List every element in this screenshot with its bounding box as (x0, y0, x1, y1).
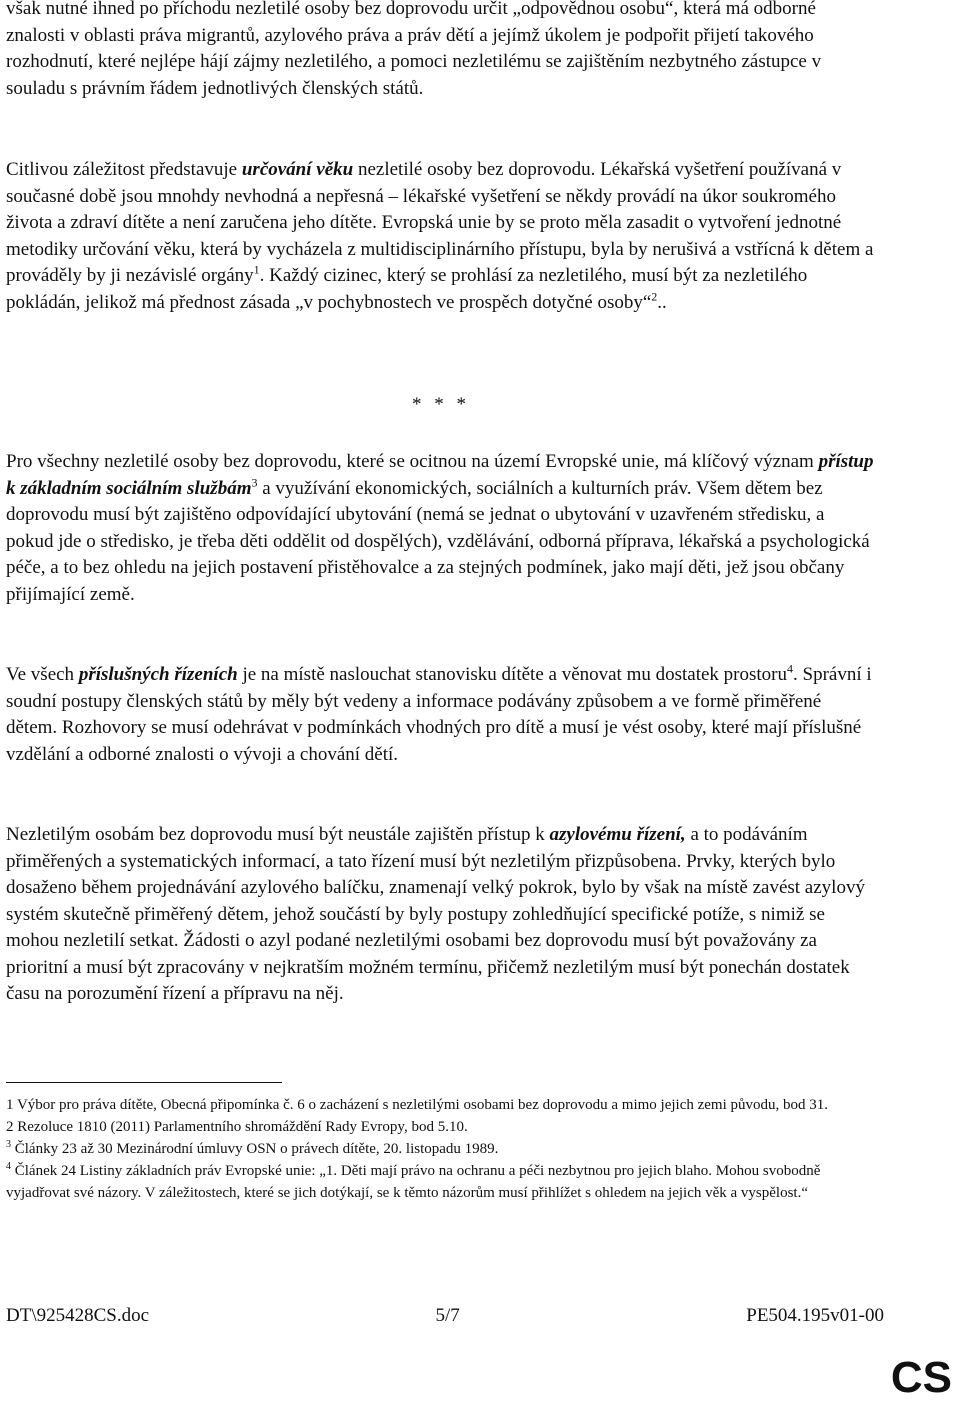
footnote-ref-1: 1 (253, 262, 260, 277)
footnote-text: Výbor pro práva dítěte, Obecná připomínka č. 6 o zacházení s nezletilými osobami bez doprovodu a mimo jejich zemi původu, bod 31. (13, 1097, 828, 1113)
emphasis-age-assessment: určování věku (241, 159, 354, 180)
paragraph-text: Ve všech (6, 664, 79, 685)
emphasis-social-services: přístup k základním sociálním službám (6, 451, 874, 499)
paragraph-text: Pro všechny nezletilé osoby bez doprovodu, které se ocitnou na území Evropské unie, má klíčový význam (6, 451, 819, 472)
language-badge: CS (890, 1353, 952, 1402)
footnote-3 (6, 1138, 876, 1160)
page-footer (6, 1305, 884, 1327)
paragraph-text: Citlivou záležitost představuje (6, 159, 242, 180)
footnote-text: Článek 24 Listiny základních práv Evropské unie: „1. Děti mají právo na ochranu a péči nezbytnou pro jejich blaho. Mohou svobodně vyjadřovat své názory. V záležitostech, které se jich dotýkají, se k těmto názorům musí přihlížet s ohledem na jejich věk a vyspělost.“ (6, 1163, 821, 1201)
paragraph-responsible-person: však nutné ihned po příchodu nezletilé osoby bez doprovodu určit „odpovědnou osobu“, která má odborné znalosti v oblasti práva migrantů, azylového práva a práv dětí a jejímž úkolem je podpořit přijetí takového rozhodnutí, které nejlépe hájí zájmy nezletilého, a pomoci nezletilému se zajištěním nezbytného zástupce v souladu s právním řádem jednotlivých členských států. (6, 0, 822, 99)
footnote-1 (6, 1094, 876, 1116)
paragraph-text: .. (657, 291, 667, 313)
footer-page-number: 5/7 (435, 1305, 460, 1326)
paragraph-text: . Každý cizinec, který se prohlásí za nezletilého, musí být za nezletilého pokládán, jelikož má přednost zásada „v pochybnostech ve prospěch dotyčné osoby“ (6, 265, 808, 313)
footnote-mark: 4 (6, 1161, 11, 1172)
footnote-separator (6, 1082, 282, 1083)
emphasis-proceedings: příslušných řízeních (78, 664, 238, 685)
paragraph-text: je na místě naslouchat stanovisku dítěte a věnovat mu dostatek prostoru (237, 664, 788, 685)
footnote-mark: 3 (6, 1139, 11, 1150)
footnote-ref-2: 2 (651, 289, 658, 304)
paragraph-text: a využívání ekonomických, sociálních a kulturních práv. Všem dětem bez doprovodu musí být zajištěno odpovídající ubytování (nemá se jednat o ubytování v uzavřeném středisku, a pokud jde o středisko, je třeba děti oddělit od dospělých), vzdělávání, odborná příprava, lékařská a psychologická péče, a to bez ohledu na jejich postavení přistěhovalce a za stejných podmínek, jako mají děti, jež jsou občany přijímající země. (6, 477, 870, 605)
footnote-4 (6, 1160, 876, 1204)
paragraph-asylum (6, 822, 876, 1008)
footnote-mark: 1 (6, 1097, 14, 1113)
footnote-ref-3: 3 (251, 475, 258, 490)
section-separator: * * * (412, 394, 470, 415)
paragraph-age-assessment (6, 157, 876, 316)
paragraph-text: . Správní i soudní postupy členských států by měly být vedeny a informace podávány způsobem a ve formě přiměřené dětem. Rozhovory se musí odehrávat v podmínkách vhodných pro dítě a musí je vést osoby, které mají příslušné vzdělání a odborné znalosti o vývoji a chování dětí. (6, 664, 872, 765)
paragraph-text: Nezletilým osobám bez doprovodu musí být neustále zajištěn přístup k (6, 824, 550, 845)
footnotes (6, 1094, 876, 1204)
paragraph-social-services (6, 449, 876, 608)
footnote-2 (6, 1116, 876, 1138)
footnote-ref-4: 4 (787, 661, 794, 676)
footnote-text: Rezoluce 1810 (2011) Parlamentního shromáždění Rady Evropy, bod 5.10. (13, 1119, 468, 1135)
paragraph-proceedings (6, 662, 876, 768)
footnote-text: Články 23 až 30 Mezinárodní úmluvy OSN o právech dítěte, 20. listopadu 1989. (11, 1141, 499, 1157)
footer-document-id: DT\925428CS.doc (6, 1305, 150, 1326)
footnote-mark: 2 (6, 1119, 14, 1135)
paragraph-text: nezletilé osoby bez doprovodu. Lékařská vyšetření používaná v současné době jsou mnohdy nevhodná a nepřesná – lékařské vyšetření se někdy provádí na úkor soukromého života a zdraví dítěte a není zaručena jeho dítěte. Evropská unie by se proto měla zasadit o vytvoření jednotné metodiky určování věku, která by vycházela z multidisciplinárního přístupu, byla by nerušivá a vstřícná k dětem a prováděly by ji nezávislé orgány (6, 159, 874, 286)
emphasis-asylum: azylovému řízení, (549, 824, 686, 845)
footer-reference: PE504.195v01-00 (746, 1305, 884, 1326)
paragraph-text: a to podáváním přiměřených a systematických informací, a tato řízení musí být nezletilým přizpůsobena. Prvky, kterých bylo dosaženo během projednávání azylového balíčku, znamenají velký pokrok, bylo by však na místě zavést azylový systém skutečně přiměřený dětem, jehož součástí by byly postupy zohledňující specifické potíže, s nimiž se mohou nezletilí setkat. Žádosti o azyl podané nezletilými osobami bez doprovodu musí být považovány za prioritní a musí být zpracovány v nejkratším možném termínu, přičemž nezletilým musí být ponechán dostatek času na porozumění řízení a přípravu na něj. (6, 824, 865, 1004)
